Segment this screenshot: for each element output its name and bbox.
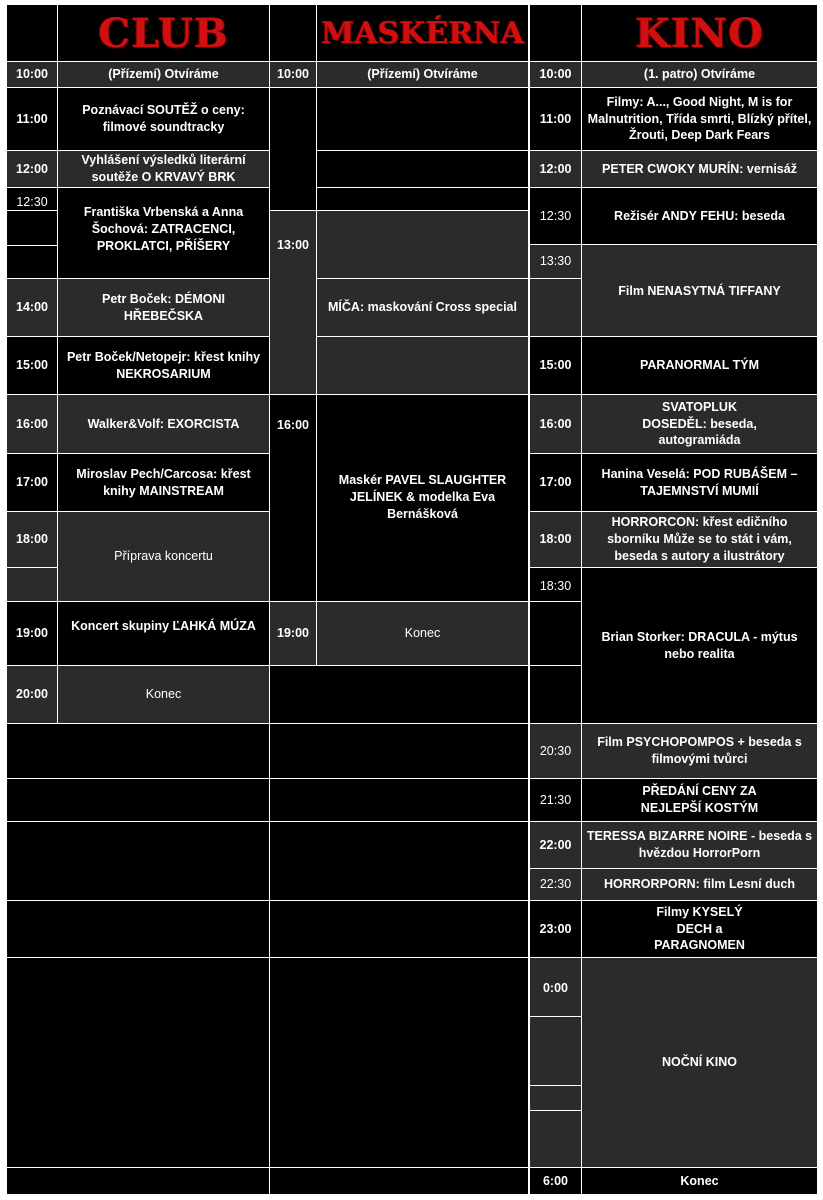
- kino-time: 18:00: [530, 512, 581, 567]
- club-time: 10:00: [7, 62, 57, 87]
- maskerna-empty: [317, 188, 528, 210]
- club-time: 17:00: [7, 454, 57, 511]
- kino-time: 22:00: [530, 822, 581, 868]
- kino-time: 6:00: [530, 1168, 581, 1194]
- maskerna-empty: [317, 211, 528, 278]
- kino-event: Filmy KYSELÝ DECH a PARAGNOMEN: [582, 901, 817, 957]
- maskerna-column-title: MASKÉRNA: [317, 5, 528, 61]
- kino-time-empty: [530, 1111, 581, 1167]
- maskerna-time-empty: [270, 88, 316, 210]
- kino-time: 10:00: [530, 62, 581, 87]
- kino-event: Režisér ANDY FEHU: beseda: [582, 188, 817, 244]
- maskerna-empty-row: [270, 779, 528, 821]
- club-time: 15:00: [7, 337, 57, 394]
- club-event: Příprava koncertu: [58, 512, 269, 601]
- kino-time-empty: [530, 1017, 581, 1085]
- kino-event: Konec: [582, 1168, 817, 1194]
- club-empty-row: [7, 779, 269, 821]
- kino-time: 22:30: [530, 869, 581, 900]
- club-time: 12:30: [7, 188, 57, 210]
- kino-time: 20:30: [530, 724, 581, 778]
- kino-column-title: KINO: [582, 5, 817, 61]
- kino-event: SVATOPLUK DOSEDĚL: beseda, autogramiáda: [582, 395, 817, 453]
- maskerna-empty: [317, 151, 528, 187]
- maskerna-empty: [317, 337, 528, 394]
- kino-time: 15:00: [530, 337, 581, 394]
- club-time: 20:00: [7, 666, 57, 723]
- club-empty-row: [7, 1168, 269, 1194]
- club-event: Koncert skupiny ĽAHKÁ MÚZA: [58, 602, 269, 665]
- kino-event: Film PSYCHOPOMPOS + beseda s filmovými tvůrci: [582, 724, 817, 778]
- club-time: 18:00: [7, 512, 57, 567]
- kino-time: 16:00: [530, 395, 581, 453]
- kino-time: 12:00: [530, 151, 581, 187]
- kino-event: PŘEDÁNÍ CENY ZA NEJLEPŠÍ KOSTÝM: [582, 779, 817, 821]
- maskerna-empty-row: [270, 1168, 528, 1194]
- kino-event: Brian Storker: DRACULA - mýtus nebo realita: [582, 568, 817, 723]
- club-event: Vyhlášení výsledků literární soutěže O KRVAVÝ BRK: [58, 151, 269, 187]
- maskerna-event: (Přízemí) Otvíráme: [317, 62, 528, 87]
- kino-time: 18:30: [530, 568, 581, 601]
- club-empty-row: [7, 724, 269, 778]
- club-empty-row: [7, 958, 269, 1167]
- maskerna-event: MÍČA: maskování Cross special: [317, 279, 528, 336]
- maskerna-time: 16:00: [270, 395, 316, 601]
- club-event: Konec: [58, 666, 269, 723]
- kino-event: TERESSA BIZARRE NOIRE - beseda s hvězdou HorrorPorn: [582, 822, 817, 868]
- maskerna-empty-row: [270, 958, 528, 1167]
- kino-time: 0:00: [530, 958, 581, 1016]
- maskerna-empty-row: [270, 822, 528, 900]
- maskerna-time: 10:00: [270, 62, 316, 87]
- club-time: 12:00: [7, 151, 57, 187]
- club-header-time-spacer: [7, 5, 57, 61]
- club-time: 16:00: [7, 395, 57, 453]
- club-event: Poznávací SOUTĚŽ o ceny: filmové soundtracky: [58, 88, 269, 150]
- club-empty-row: [7, 822, 269, 900]
- kino-event: HORRORCON: křest edičního sborníku Může se to stát i vám, beseda s autory a ilustrátory: [582, 512, 817, 567]
- kino-time: 11:00: [530, 88, 581, 150]
- kino-event: PARANORMAL TÝM: [582, 337, 817, 394]
- kino-time: 17:00: [530, 454, 581, 511]
- maskerna-event: Maskér PAVEL SLAUGHTER JELÍNEK & modelka Eva Bernášková: [317, 395, 528, 601]
- club-time-empty: [7, 211, 57, 245]
- club-time-empty: [7, 246, 57, 278]
- kino-header-time-spacer: [530, 5, 581, 61]
- kino-event: Film NENASYTNÁ TIFFANY: [582, 245, 817, 336]
- club-event: Walker&Volf: EXORCISTA: [58, 395, 269, 453]
- club-event: Miroslav Pech/Carcosa: křest knihy MAINSTREAM: [58, 454, 269, 511]
- club-time: 19:00: [7, 602, 57, 665]
- maskerna-header-time-spacer: [270, 5, 316, 61]
- club-event: Petr Boček: DÉMONI HŘEBEČSKA: [58, 279, 269, 336]
- maskerna-empty-row: [270, 724, 528, 778]
- club-empty-row: [7, 901, 269, 957]
- kino-event: Filmy: A..., Good Night, M is for Malnutrition, Třída smrti, Blízký přítel, Žrouti, Deep Dark Fears: [582, 88, 817, 150]
- maskerna-empty-row: [270, 901, 528, 957]
- maskerna-time: 19:00: [270, 602, 316, 665]
- kino-event: HORRORPORN: film Lesní duch: [582, 869, 817, 900]
- maskerna-time: 13:00: [270, 211, 316, 394]
- kino-time: 21:30: [530, 779, 581, 821]
- maskerna-empty-row: [270, 666, 528, 723]
- club-column-title: CLUB: [58, 5, 269, 61]
- club-event: Petr Boček/Netopejr: křest knihy NEKROSARIUM: [58, 337, 269, 394]
- kino-event: Hanina Veselá: POD RUBÁŠEM – TAJEMNSTVÍ MUMIÍ: [582, 454, 817, 511]
- kino-time: 23:00: [530, 901, 581, 957]
- kino-time-empty: [530, 666, 581, 723]
- kino-event: PETER CWOKY MURÍN: vernisáž: [582, 151, 817, 187]
- kino-event: NOČNÍ KINO: [582, 958, 817, 1167]
- kino-time: 12:30: [530, 188, 581, 244]
- club-event: (Přízemí) Otvíráme: [58, 62, 269, 87]
- maskerna-event: Konec: [317, 602, 528, 665]
- club-event: Františka Vrbenská a Anna Šochová: ZATRACENCI, PROKLATCI, PŘÍŠERY: [58, 188, 269, 278]
- kino-event: (1. patro) Otvíráme: [582, 62, 817, 87]
- kino-time-empty: [530, 1086, 581, 1110]
- club-time-empty: [7, 568, 57, 601]
- kino-time: 13:30: [530, 245, 581, 278]
- kino-time-empty: [530, 279, 581, 336]
- kino-time-empty: [530, 602, 581, 665]
- club-time: 14:00: [7, 279, 57, 336]
- club-time: 11:00: [7, 88, 57, 150]
- maskerna-empty: [317, 88, 528, 150]
